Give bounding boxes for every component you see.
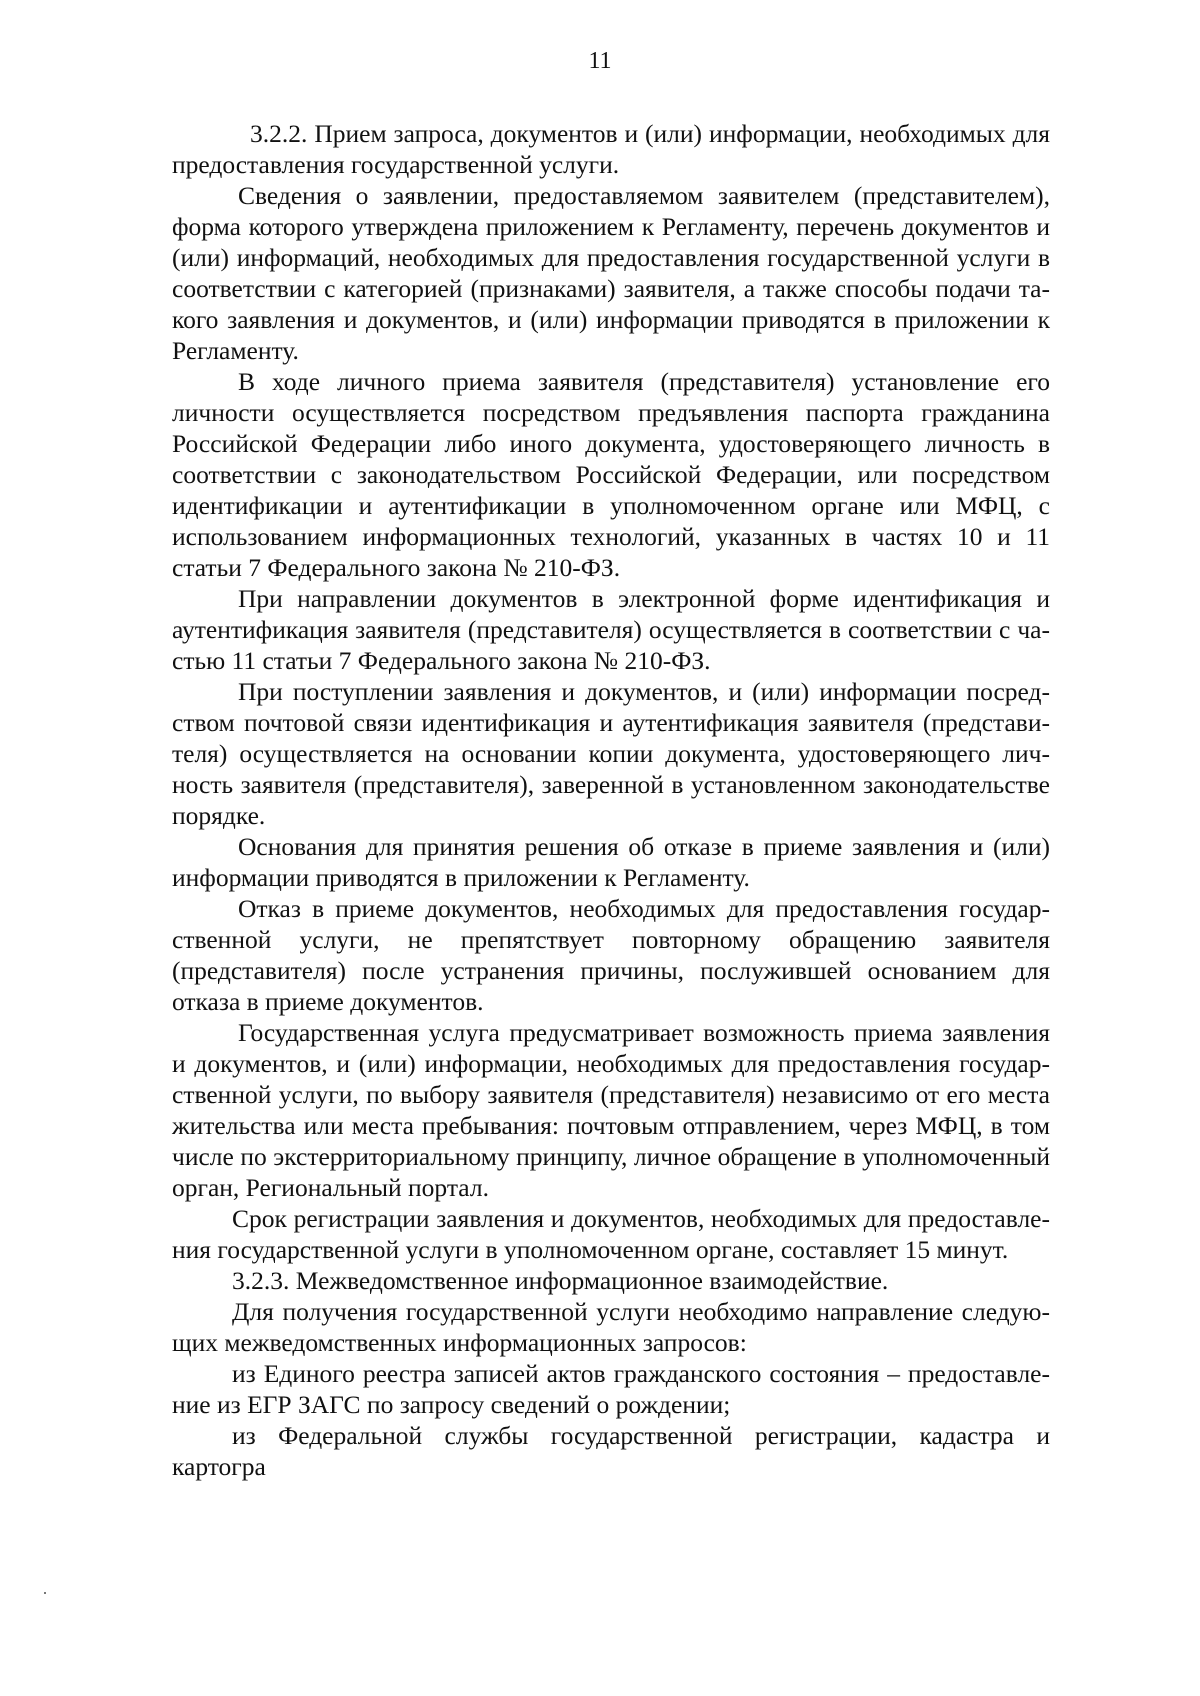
paragraph-refusal-no-obstacle: Отказ в приеме документов, необходимых для предоставления государственной услуги, не препятствует повторному обращению заявителя (представителя) после устранения причины, послужившей основанием для отказа в приеме документов.	[172, 894, 1050, 1016]
paragraph-rosreestr-request: из Федеральной службы государственной регистрации, кадастра и картогра	[172, 1421, 1050, 1481]
scan-speck	[44, 1592, 46, 1594]
paragraph-application-info: Сведения о заявлении, предоставляемом заявителем (представителем), форма которого утверждена приложением к Регламенту, перечень документов и (или) информаций, необходимых для предоставления государственной услуги в соответствии с категорией (признаками) заявителя, а также способы подачи такого заявления и документов, и (или) информации приводятся в приложении к Регламенту.	[172, 181, 1050, 365]
paragraph-postal-submission: При поступлении заявления и документов, и (или) информации посредством почтовой связи идентификация и аутентификация заявителя (представителя) осуществляется на основании копии документа, удостоверяющего личность заявителя (представителя), заверенной в установленном законодательстве порядке.	[172, 677, 1050, 830]
paragraph-zags-request: из Единого реестра записей актов гражданского состояния – предоставление из ЕГР ЗАГС по запросу сведений о рождении;	[172, 1359, 1050, 1419]
paragraph-section-3-2-3: 3.2.3. Межведомственное информационное взаимодействие.	[232, 1266, 889, 1295]
paragraph-electronic-submission: При направлении документов в электронной форме идентификация и аутентификация заявителя (представителя) осуществляется в соответствии с частью 11 статьи 7 Федерального закона № 210-ФЗ.	[172, 584, 1050, 675]
paragraph-personal-reception: В ходе личного приема заявителя (представителя) установление его личности осуществляется посредством предъявления паспорта гражданина Российской Федерации либо иного документа, удостоверяющего личность в соответствии с законодательством Российской Федерации, или посредством идентификации и аутентификации в уполномоченном органе или МФЦ, с использованием информационных технологий, указанных в частях 10 и 11 статьи 7 Федерального закона № 210-ФЗ.	[172, 367, 1050, 582]
page-number: 11	[588, 48, 612, 74]
paragraph-registration-time: Срок регистрации заявления и документов, необходимых для предоставления государственной услуги в уполномоченном органе, составляет 15 минут.	[172, 1204, 1050, 1264]
paragraph-refusal-grounds: Основания для принятия решения об отказе в приеме заявления и (или) информации приводятся в приложении к Регламенту.	[172, 832, 1050, 892]
document-body	[172, 118, 1050, 1482]
paragraph-submission-methods: Государственная услуга предусматривает возможность приема заявления и документов, и (или) информации, необходимых для предоставления государственной услуги, по выбору заявителя (представителя) независимо от его места жительства или места пребывания: почтовым отправлением, через МФЦ, в том числе по экстерриториальному принципу, личное обращение в уполномоченный орган, Региональный портал.	[172, 1018, 1050, 1202]
paragraph-interagency-requests: Для получения государственной услуги необходимо направление следующих межведомственных информационных запросов:	[172, 1297, 1050, 1357]
paragraph-section-3-2-2: 3.2.2. Прием запроса, документов и (или) информации, необходимых для предоставления государственной услуги.	[172, 119, 1050, 179]
